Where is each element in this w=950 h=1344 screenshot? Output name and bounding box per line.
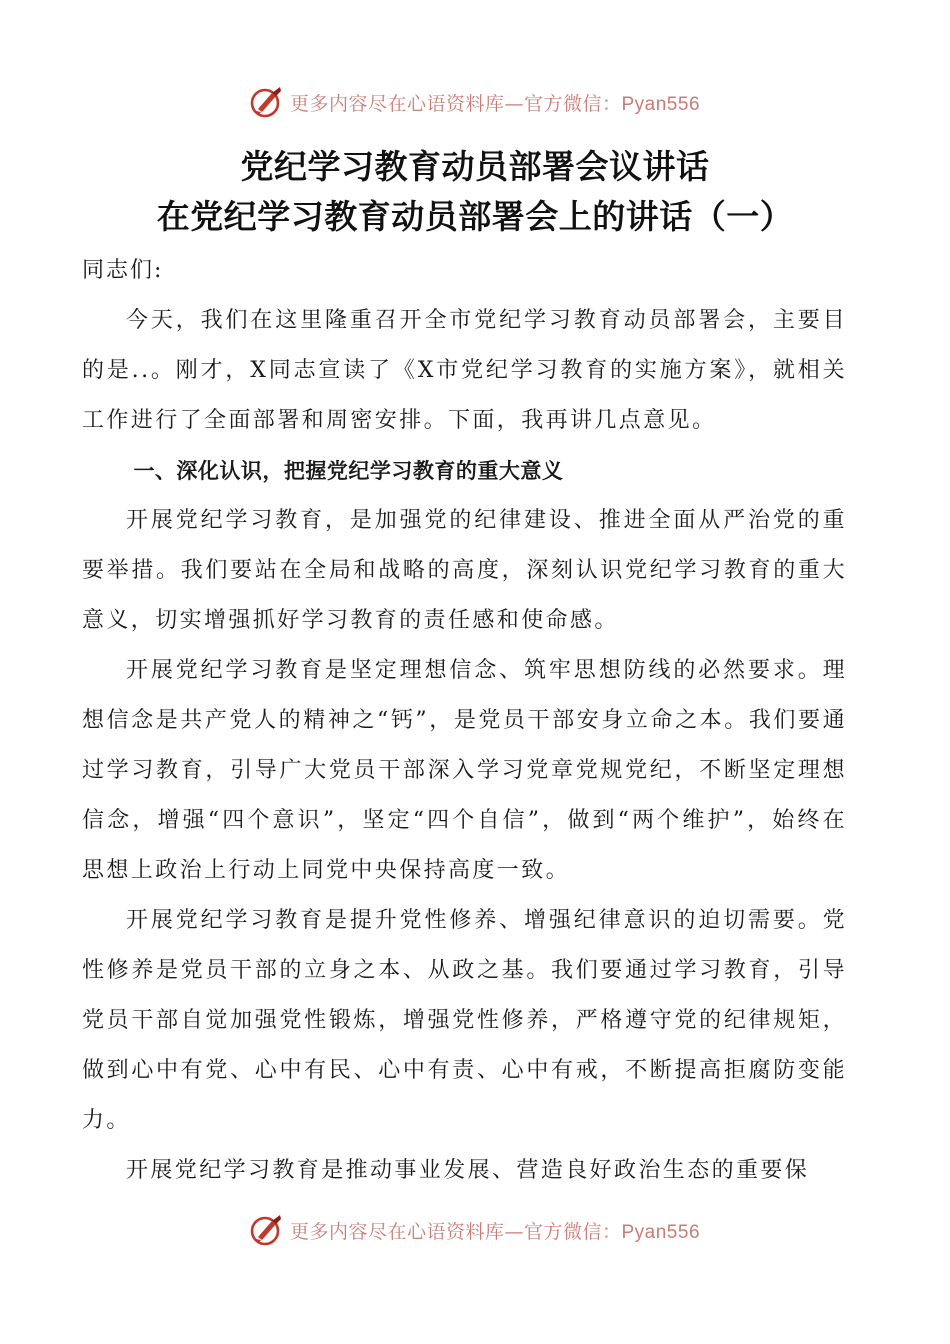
watermark-dash: — — [504, 1220, 524, 1243]
paragraph-4: 开展党纪学习教育是推动事业发展、营造良好政治生态的重要保 — [126, 1158, 810, 1183]
document-body — [82, 246, 847, 1196]
watermark-footer — [0, 1212, 950, 1248]
paragraph-2: 开展党纪学习教育是坚定理想信念、筑牢思想防线的必然要求。理想信念是共产党人的精神之“钙”，是党员干部安身立命之本。我们要通过学习教育，引导广大党员干部深入学习党章党规党纪，不断坚定理想信念，增强“四个意识”，坚定“四个自信”，做到“两个维护”，始终在思想上政治上行动上同党中央保持高度一致。 — [82, 658, 847, 883]
watermark-text — [290, 1217, 700, 1244]
watermark-prefix: 更多内容尽在心语资料库 — [289, 1220, 505, 1243]
watermark-header — [0, 84, 950, 120]
title-line-2: 在党纪学习教育动员部署会上的讲话（一） — [156, 197, 794, 236]
paragraph-intro: 今天，我们在这里隆重召开全市党纪学习教育动员部署会，主要目的是..。刚才，X同志宣读了《X市党纪学习教育的实施方案》，就相关工作进行了全面部署和周密安排。下面，我再讲几点意见。 — [82, 308, 847, 433]
document-title — [0, 142, 950, 242]
watermark-suffix: 官方微信： — [523, 1220, 622, 1243]
paragraph-1: 开展党纪学习教育，是加强党的纪律建设、推进全面从严治党的重要举措。我们要站在全局和战略的高度，深刻认识党纪学习教育的重大意义，切实增强抓好学习教育的责任感和使命感。 — [82, 508, 847, 633]
section-heading-1: 一、深化认识，把握党纪学习教育的重大意义 — [133, 459, 564, 483]
watermark-suffix: 官方微信： — [523, 92, 622, 115]
salutation: 同志们: — [82, 258, 164, 283]
title-line-1: 党纪学习教育动员部署会议讲话 — [240, 147, 710, 186]
pen-logo-icon — [250, 85, 284, 119]
watermark-account: Pyan556 — [621, 1221, 701, 1243]
watermark-dash: — — [504, 92, 524, 115]
watermark-prefix: 更多内容尽在心语资料库 — [289, 92, 505, 115]
paragraph-3: 开展党纪学习教育是提升党性修养、增强纪律意识的迫切需要。党性修养是党员干部的立身之本、从政之基。我们要通过学习教育，引导党员干部自觉加强党性锻炼，增强党性修养，严格遵守党的纪律规矩，做到心中有党、心中有民、心中有责、心中有戒，不断提高拒腐防变能力。 — [82, 908, 847, 1133]
pen-logo-icon — [250, 1213, 284, 1247]
watermark-text — [290, 89, 700, 116]
watermark-account: Pyan556 — [621, 93, 701, 115]
